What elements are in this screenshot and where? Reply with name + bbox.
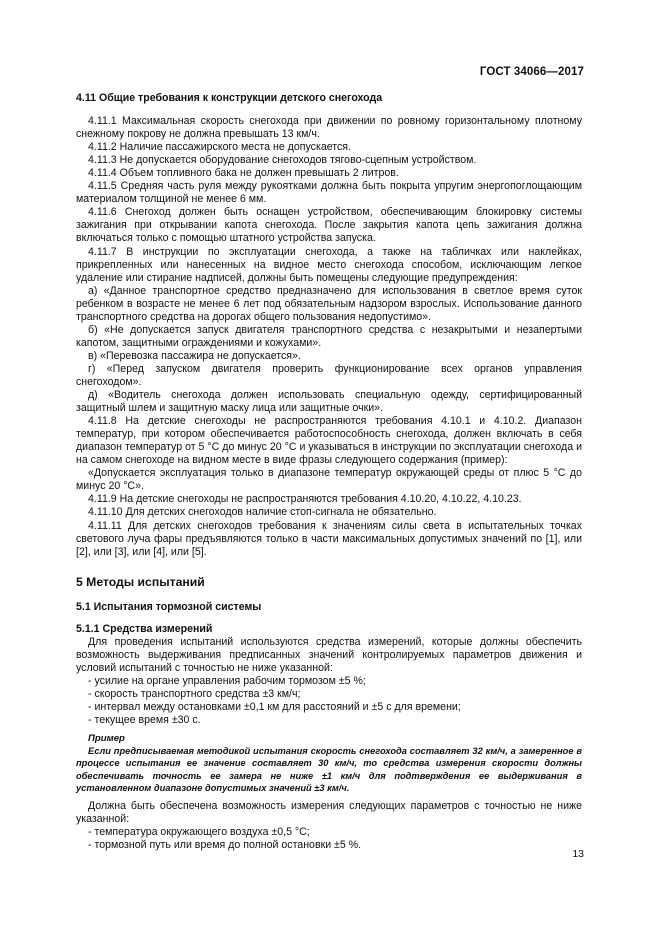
list-item: - текущее время ±30 с. — [88, 714, 201, 727]
list-item: - тормозной путь или время до полной остановки ±5 %. — [88, 839, 362, 852]
warning-v: в) «Перевозка пассажира не допускается». — [88, 349, 301, 362]
page-number: 13 — [572, 848, 584, 860]
paragraph-4-11-9: 4.11.9 На детские снегоходы не распространяются требования 4.10.20, 4.10.22, 4.10.23. — [88, 493, 522, 506]
paragraph-4-11-2: 4.11.2 Наличие пассажирского места не допускается. — [88, 141, 351, 154]
temperature-phrase: «Допускается эксплуатация только в диапазоне температур окружающей среды от плюс 5 °С до минус 20 °С». — [76, 467, 582, 493]
paragraph-4-11-1: 4.11.1 Максимальная скорость снегохода при движении по ровному горизонтальному плотному снежному покрову не должна превышать 13 км/ч. — [76, 115, 582, 141]
paragraph-4-11-3: 4.11.3 Не допускается оборудование снегоходов тягово-сцепным устройством. — [88, 154, 477, 167]
warning-g: г) «Перед запуском двигателя проверить функционирование всех органов управления снегоходом». — [76, 362, 582, 388]
paragraph-4-11-6: 4.11.6 Снегоход должен быть оснащен устройством, обеспечивающим блокировку системы зажигания при открывании капота снегохода. После закрытия капота цепь зажигания должна включаться только с помощью штатного устройства запуска. — [76, 206, 582, 245]
paragraph-4-11-8: 4.11.8 На детские снегоходы не распространяются требования 4.10.1 и 4.10.2. Диапазон температур, при котором обеспечивается работоспособность снегохода, должен включать в себя диапазон температур от 5 °С до минус 20 °С и указываться в инструкции по эксплуатации снегохода и на самом снегоходе на видном месте в виде фразы следующего содержания (пример): — [76, 415, 582, 467]
list-item: - температура окружающего воздуха ±0,5 °С; — [88, 826, 310, 839]
warning-b: б) «Не допускается запуск двигателя транспортного средства с незакрытыми и незапертыми капотом, защитными ограждениями и кожухами». — [76, 323, 582, 349]
section-5-1-1-title: 5.1.1 Средства измерений — [76, 622, 213, 635]
paragraph-4-11-5: 4.11.5 Средняя часть руля между рукоятками должна быть покрыта упругим энергопоглощающим материалом толщиной не менее 6 мм. — [76, 180, 582, 206]
section-5-1-heading: 5.1 Испытания тормозной системы — [76, 600, 262, 613]
standard-number: ГОСТ 34066—2017 — [479, 66, 584, 78]
list-item: - скорость транспортного средства ±3 км/ч; — [88, 687, 301, 700]
measurement-intro: Для проведения испытаний используются средства измерений, которые должны обеспечить возможность выдерживания предписанных значений контролируемых параметров движения и условий испытаний с точностью не ниже указанной: — [76, 635, 582, 674]
example-text: Если предписываемая методикой испытания скорость снегохода составляет 32 км/ч, а замеренное в процессе испытания ее значение составляет 30 км/ч, то средства измерения скорости должны обеспечивать точность ее замера не ниже ±1 км/ч для подтверждения ее выдерживания в установленном диапазоне допустимых значений ±3 км/ч. — [76, 746, 582, 793]
list-item: - интервал между остановками ±0,1 км для расстояний и ±5 с для времени; — [88, 701, 461, 714]
section-5-1-1-heading — [76, 623, 582, 636]
section-5-heading: 5 Методы испытаний — [76, 574, 205, 589]
warning-a: а) «Данное транспортное средство предназначено для использования в светлое время суток ребенком в возрасте не менее 6 лет под обязательным надзором взрослых. Использование данного транспортного средства на дорогах общего пользования недопустимо». — [76, 284, 582, 323]
paragraph-4-11-10: 4.11.10 Для детских снегоходов наличие стоп-сигнала не обязательно. — [88, 506, 437, 519]
section-4-11-heading: 4.11 Общие требования к конструкции детского снегохода — [76, 92, 383, 104]
page-content — [76, 92, 582, 852]
warning-d: д) «Водитель снегохода должен использовать специальную одежду, сертифицированный защитный шлем и защитную маску лица или защитные очки». — [76, 389, 582, 415]
paragraph-4-11-4: 4.11.4 Объем топливного бака не должен превышать 2 литров. — [88, 167, 399, 180]
second-intro: Должна быть обеспечена возможность измерения следующих параметров с точностью не ниже указанной: — [76, 799, 582, 826]
paragraph-4-11-7: 4.11.7 В инструкции по эксплуатации снегохода, а также на табличках или наклейках, прикрепленных или нанесенных на видное место снегохода способом, исключающим легкое удаление или стирание надписей, должны быть помещены следующие предупреждения: — [76, 245, 582, 284]
paragraph-4-11-11: 4.11.11 Для детских снегоходов требования к значениям силы света в испытательных точках светового луча фары предъявляются только в части максимальных допустимых значений по [1], или [2], или [3], или [4], или [5]. — [76, 519, 582, 558]
example-title: Пример — [88, 733, 125, 745]
list-item: - усилие на органе управления рабочим тормозом ±5 %; — [88, 674, 366, 687]
